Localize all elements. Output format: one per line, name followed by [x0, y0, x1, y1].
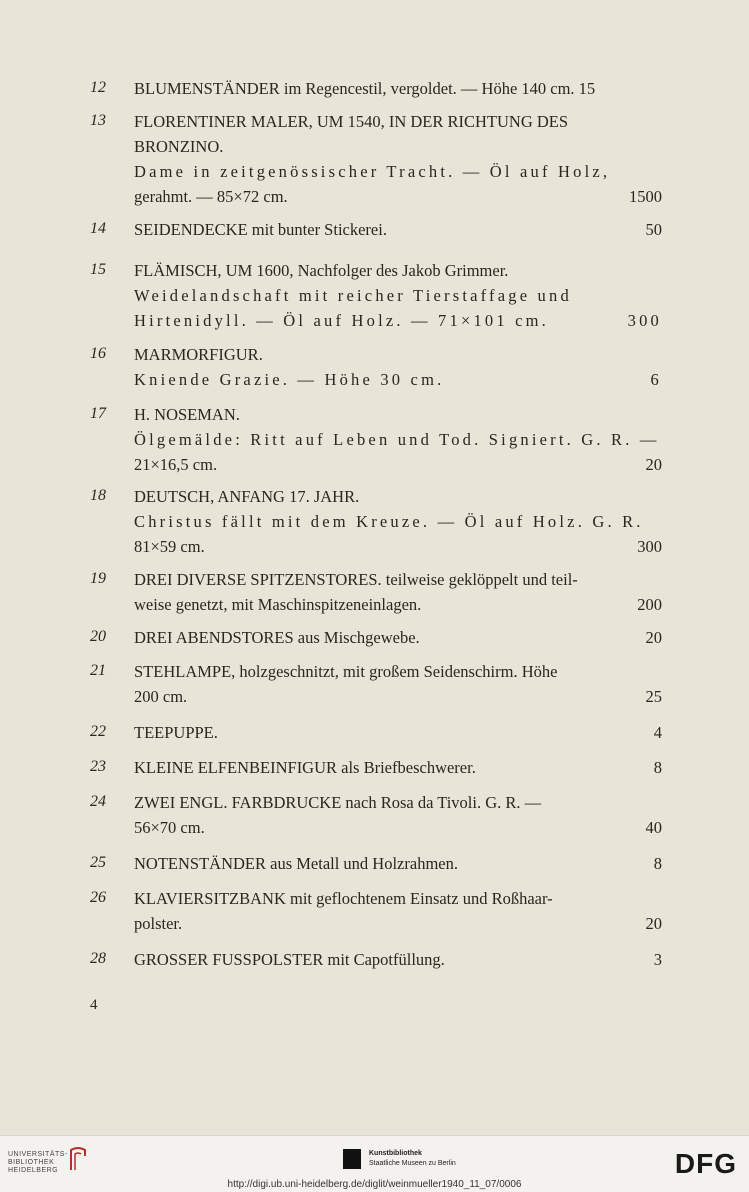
university-seal-icon: [68, 1146, 88, 1172]
lot-number: 18: [90, 487, 106, 504]
entry-text: BLUMENSTÄNDER im Regencestil, vergoldet. — Höhe 140 cm. 15: [134, 79, 596, 98]
entry-text: SEIDENDECKE mit bunter Stickerei.: [134, 220, 387, 239]
entry-line: [134, 567, 662, 592]
entry-line: [134, 402, 662, 427]
entry-text: DEUTSCH, ANFANG 17. JAHR.: [134, 487, 360, 506]
entry-text: Christus fällt mit dem Kreuze. — Öl auf Holz. G. R.: [134, 512, 644, 531]
entry-text: FLÄMISCH, UM 1600, Nachfolger des Jakob Grimmer.: [134, 261, 509, 280]
estimate-amount: 3: [653, 950, 662, 969]
uni-logo-line: HEIDELBERG: [8, 1167, 59, 1174]
estimate-amount: 40: [645, 818, 662, 837]
entry-line: [134, 684, 662, 709]
entry-text: KLAVIERSITZBANK mit geflochtenem Einsatz und Roßhaar-: [134, 889, 553, 908]
entry-line: [134, 534, 662, 559]
entry-line: [134, 911, 662, 936]
entry-line: [134, 452, 662, 477]
estimate-amount: 25: [645, 687, 662, 706]
estimate-amount: 200: [637, 595, 662, 614]
estimate-amount: 300: [627, 311, 662, 330]
kb-title: Kunstbibliothek: [369, 1150, 422, 1157]
entry-line: [134, 109, 662, 134]
lot-number: 14: [90, 220, 106, 237]
entry-line: [134, 258, 662, 283]
lot-number: 13: [90, 112, 106, 129]
entry-line: [134, 755, 662, 780]
estimate-amount: 8: [653, 758, 662, 777]
lot-number: 24: [90, 793, 106, 810]
entry-text: KLEINE ELFENBEINFIGUR als Briefbeschwerer.: [134, 758, 476, 777]
entry-text: 200 cm.: [134, 687, 188, 706]
estimate-amount: 50: [645, 220, 662, 239]
lot-number: 25: [90, 854, 106, 871]
entry-text: BRONZINO.: [134, 137, 224, 156]
lot-number: 19: [90, 570, 106, 587]
entry-line: [134, 217, 662, 242]
entry-text: 81×59 cm.: [134, 537, 205, 556]
entry-line: [134, 308, 662, 333]
permalink-url[interactable]: http://digi.ub.uni-heidelberg.de/diglit/weinmueller1940_11_07/0006: [227, 1179, 522, 1190]
entry-line: [134, 851, 662, 876]
entry-text: FLORENTINER MALER, UM 1540, IN DER RICHTUNG DES: [134, 112, 569, 131]
entry-text: 21×16,5 cm.: [134, 455, 218, 474]
entry-line: [134, 592, 662, 617]
estimate-amount: 20: [645, 914, 662, 933]
estimate-amount: 20: [645, 628, 662, 647]
entry-text: GROSSER FUSSPOLSTER mit Capotfüllung.: [134, 950, 445, 969]
estimate-amount: 20: [645, 455, 662, 474]
entry-text: H. NOSEMAN.: [134, 405, 240, 424]
entry-line: [134, 159, 662, 184]
entry-line: [134, 427, 662, 452]
entry-line: [134, 76, 662, 101]
entry-line: [134, 509, 662, 534]
entry-text: TEEPUPPE.: [134, 723, 218, 742]
lot-number: 17: [90, 405, 106, 422]
estimate-amount: 300: [637, 537, 662, 556]
entry-text: DREI DIVERSE SPITZENSTORES. teilweise geklöppelt und teil-: [134, 570, 578, 589]
lot-number: 22: [90, 723, 106, 740]
uni-logo-line: BIBLIOTHEK: [8, 1159, 55, 1166]
entry-text: 56×70 cm.: [134, 818, 205, 837]
entry-text: NOTENSTÄNDER aus Metall und Holzrahmen.: [134, 854, 458, 873]
entry-line: [134, 134, 662, 159]
entry-line: [134, 659, 662, 684]
university-library-logo[interactable]: [8, 1151, 68, 1175]
lot-number: 21: [90, 662, 106, 679]
dfg-logo[interactable]: DFG: [674, 1148, 737, 1179]
entry-line: [134, 720, 662, 745]
estimate-amount: 4: [653, 723, 662, 742]
entry-text: polster.: [134, 914, 183, 933]
entry-line: [134, 484, 662, 509]
estimate-amount: 1500: [629, 187, 662, 206]
entry-text: Dame in zeitgenössischer Tracht. — Öl auf Holz,: [134, 162, 611, 181]
estimate-amount: 6: [650, 370, 662, 389]
entry-line: [134, 625, 662, 650]
entry-text: Kniende Grazie. — Höhe 30 cm.: [134, 370, 445, 389]
entry-text: STEHLAMPE, holzgeschnitzt, mit großem Seidenschirm. Höhe: [134, 662, 558, 681]
lot-number: 26: [90, 889, 106, 906]
entry-line: [134, 342, 662, 367]
lot-number: 20: [90, 628, 106, 645]
lot-number: 15: [90, 261, 106, 278]
lot-number: 12: [90, 79, 106, 96]
kb-subtitle: Staatliche Museen zu Berlin: [369, 1160, 456, 1167]
entry-line: [134, 283, 662, 308]
uni-logo-line: UNIVERSITÄTS-: [8, 1151, 68, 1158]
entry-line: [134, 790, 662, 815]
page-number: 4: [90, 997, 98, 1013]
entry-line: [134, 815, 662, 840]
lot-number: 23: [90, 758, 106, 775]
entry-text: DREI ABENDSTORES aus Mischgewebe.: [134, 628, 420, 647]
entry-line: [134, 367, 662, 392]
estimate-amount: 8: [653, 854, 662, 873]
lot-number: 28: [90, 950, 106, 967]
entry-text: Ölgemälde: Ritt auf Leben und Tod. Signiert. G. R. —: [134, 430, 660, 449]
entry-text: gerahmt. — 85×72 cm.: [134, 187, 288, 206]
entry-line: [134, 886, 662, 911]
entry-text: Weidelandschaft mit reicher Tierstaffage und: [134, 286, 572, 305]
entry-text: MARMORFIGUR.: [134, 345, 263, 364]
entry-text: ZWEI ENGL. FARBDRUCKE nach Rosa da Tivoli. G. R. —: [134, 793, 542, 812]
viewer-footer: [0, 1135, 749, 1192]
entry-text: weise genetzt, mit Maschinspitzeneinlagen.: [134, 595, 422, 614]
entry-line: [134, 184, 662, 209]
entry-text: Hirtenidyll. — Öl auf Holz. — 71×101 cm.: [134, 311, 550, 330]
lot-number: 16: [90, 345, 106, 362]
kunstbibliothek-icon: [343, 1149, 361, 1169]
entry-line: [134, 947, 662, 972]
